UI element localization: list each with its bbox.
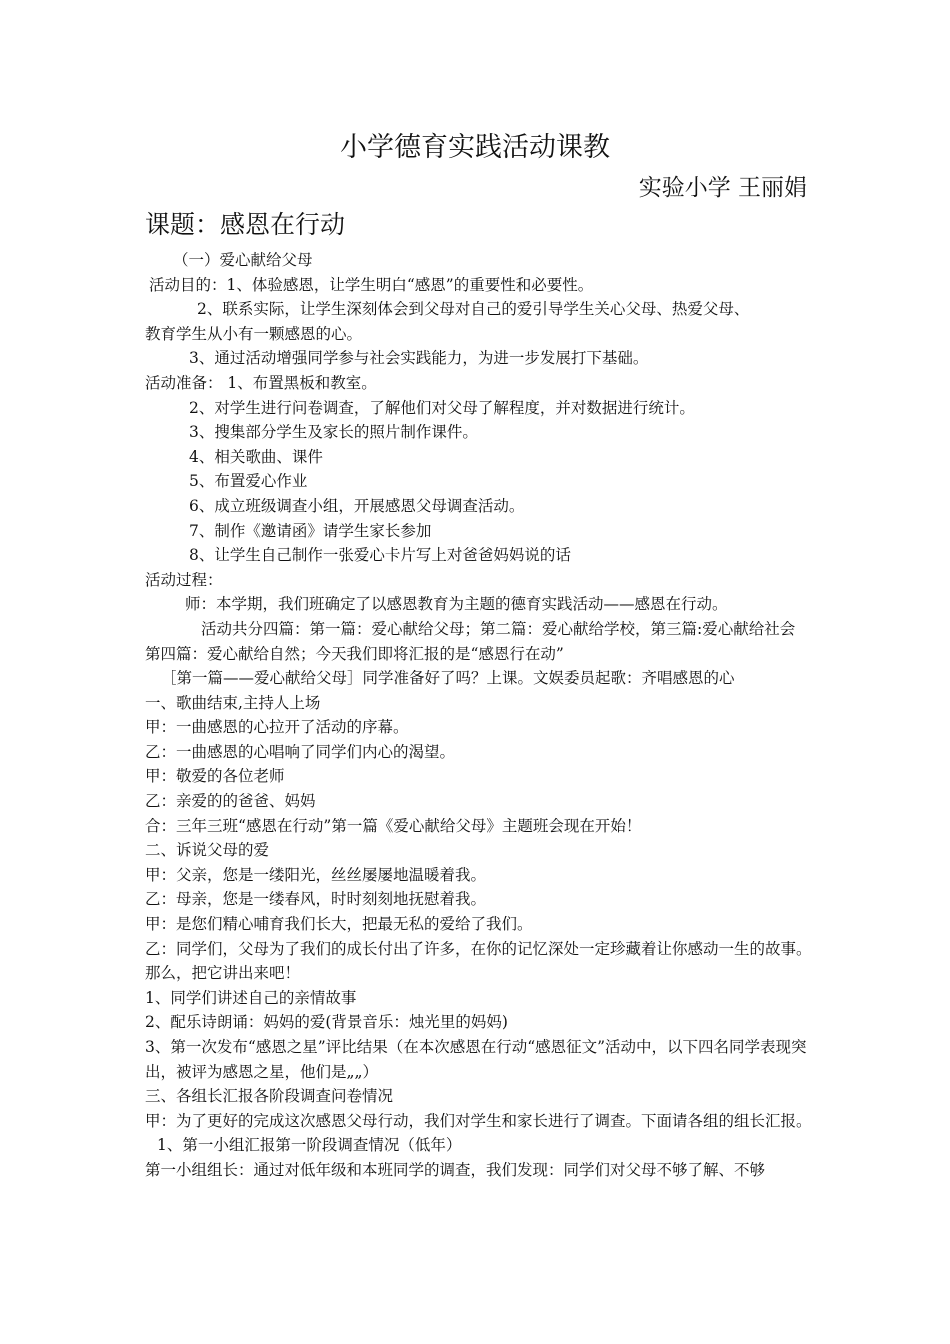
list-item: 7、制作《邀请函》请学生家长参加: [189, 521, 432, 540]
paragraph-line: 活动准备： 1、布置黑板和教室。: [145, 373, 377, 392]
document-title: 小学德育实践活动课教: [340, 132, 610, 163]
paragraph-line: ［第一篇——爱心献给父母］同学准备好了吗？上课。文娱委员起歌：齐唱感恩的心: [161, 669, 735, 688]
paragraph-line: 三、各组长汇报各阶段调查问卷情况: [145, 1087, 394, 1106]
dialogue-paragraph: 乙：同学们，父母为了我们的成长付出了许多，在你的记忆深处一定珍藏着让你感动一生的故事。那么，把它讲出来吧！: [145, 939, 812, 983]
paragraph-line: 2、联系实际，让学生深刻体会到父母对自己的爱引导学生关心父母、热爱父母、: [197, 300, 750, 319]
paragraph-line: 教育学生从小有一颗感恩的心。: [145, 324, 363, 343]
author-line: 实验小学 王丽娟: [638, 175, 807, 201]
paragraph-line: 活动目的：1、体验感恩，让学生明白“感恩”的重要性和必要性。: [149, 275, 594, 294]
paragraph-line: 1、同学们讲述自己的亲情故事: [145, 988, 357, 1007]
paragraph-line: 二、诉说父母的爱: [145, 841, 270, 860]
paragraph-line: 活动过程：: [145, 570, 223, 589]
paragraph-line: 活动共分四篇：第一篇：爱心献给父母；第二篇：爱心献给学校，第三篇:爱心献给社会: [201, 619, 796, 638]
paragraph: 3、第一次发布“感恩之星”评比结果（在本次感恩在行动“感恩征文”活动中，以下四名同学表现突出，被评为感恩之星，他们是„„）: [145, 1038, 807, 1081]
document-body: [145, 248, 813, 1183]
paragraph-line: 3、通过活动增强同学参与社会实践能力，为进一步发展打下基础。: [189, 349, 649, 368]
paragraph-line: 2、配乐诗朗诵：妈妈的爱(背景音乐：烛光里的妈妈): [145, 1013, 508, 1032]
list-item: 8、让学生自己制作一张爱心卡片写上对爸爸妈妈说的话: [189, 546, 571, 565]
paragraph-line: 1、第一小组汇报第一阶段调查情况（低年）: [157, 1136, 462, 1155]
list-item: 2、对学生进行问卷调查，了解他们对父母了解程度，并对数据进行统计。: [189, 398, 695, 417]
paragraph-line: 第一小组组长：通过对低年级和本班同学的调查，我们发现：同学们对父母不够了解、不够: [145, 1160, 766, 1179]
dialogue-line: 甲：敬爱的各位老师: [145, 767, 285, 786]
dialogue-line: 甲：父亲，您是一缕阳光，丝丝屡屡地温暖着我。: [145, 865, 487, 884]
list-item: 5、布置爱心作业: [189, 472, 308, 491]
paragraph-line: 一、歌曲结束,主持人上场: [145, 693, 321, 712]
paragraph-line: 师：本学期，我们班确定了以感恩教育为主题的德育实践活动——感恩在行动。: [185, 595, 728, 614]
section-heading: （一）爱心献给父母: [173, 251, 313, 269]
dialogue-line: 乙：母亲，您是一缕春风，时时刻刻地抚慰着我。: [145, 890, 487, 909]
subject-heading: 课题：感恩在行动: [145, 210, 346, 239]
dialogue-line: 乙：一曲感恩的心唱响了同学们内心的渴望。: [145, 742, 456, 761]
list-item: 3、搜集部分学生及家长的照片制作课件。: [189, 423, 478, 442]
list-item: 6、成立班级调查小组，开展感恩父母调查活动。: [189, 496, 525, 515]
dialogue-line: 甲：是您们精心哺育我们长大，把最无私的爱给了我们。: [145, 915, 533, 934]
dialogue-line: 乙：亲爱的的爸爸、妈妈: [145, 792, 316, 811]
list-item: 4、相关歌曲、课件: [189, 447, 323, 466]
paragraph-line: 第四篇：爱心献给自然；今天我们即将汇报的是“感恩行在动”: [145, 644, 564, 663]
dialogue-paragraph: 甲：为了更好的完成这次感恩父母行动，我们对学生和家长进行了调查。下面请各组的组长汇报。: [145, 1111, 812, 1130]
dialogue-line: 合：三年三班“感恩在行动”第一篇《爱心献给父母》主题班会现在开始！: [145, 816, 642, 835]
dialogue-line: 甲：一曲感恩的心拉开了活动的序幕。: [145, 718, 409, 737]
